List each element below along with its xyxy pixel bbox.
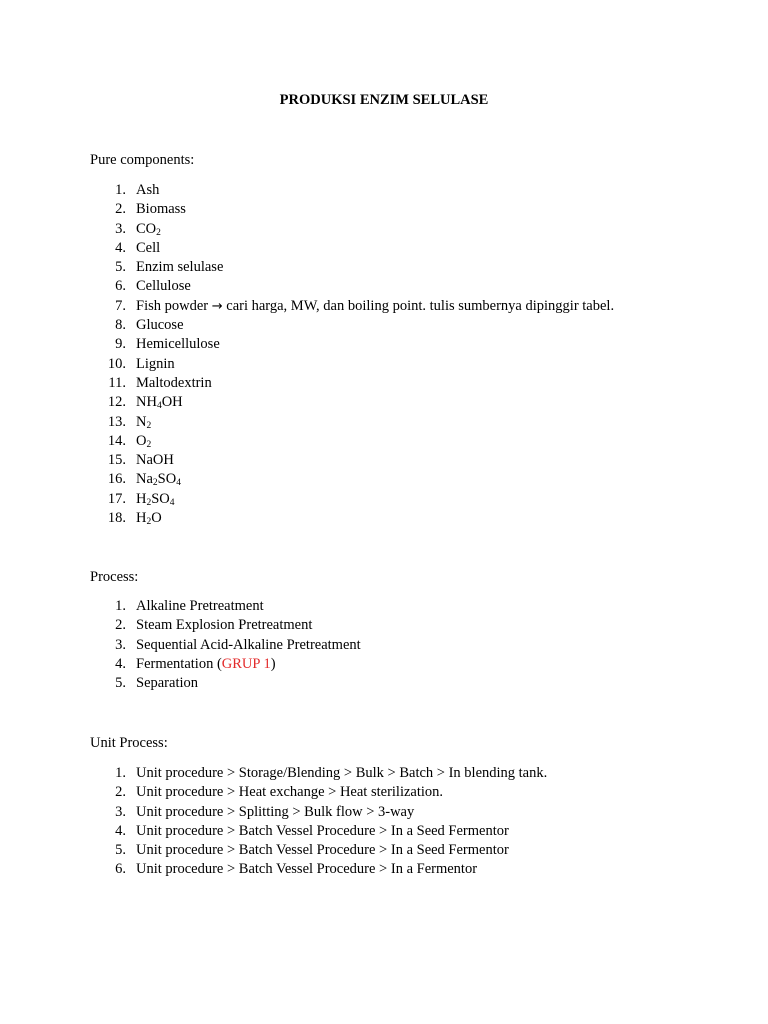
document-title: PRODUKSI ENZIM SELULASE [279, 92, 489, 108]
group-label: GRUP 1 [221, 655, 271, 672]
pure-components-heading: Pure components: [90, 152, 195, 168]
arrow-right-icon: → [211, 298, 223, 314]
document-page: PRODUKSI ENZIM SELULASE Pure components: 1. Ash 2. Biomass 3. $CO_2$ 4. Cell 5. Enzim selulase 6. Cellulose 7. Fish powder → cari harga, MW, dan boiling point. tulis sumbernya dipinggir tabel. 8. Glucose 9. Hemicellulose 10. Lignin 11. Maltodextrin 12. $NH_4OH$ 13. $N_2$ 14. $O_2$ 15. NaOH 16. $Na_2SO_4$ 17. $H_2SO_4$ 18. $H_2O$ Process: 1. Alkaline Pretreatment 2. Steam Explosion Pretreatment 3. Sequential Acid-Alkaline Pretreatment 4. Fermentation (GRUP 1) 5. Separation Unit Process: 1. Unit procedure > Storage/Blending > Bulk > Batch > In blending tank. 2. Unit procedure > Heat exchange > Heat sterilization. 3. Unit procedure > Splitting > Bulk flow > 3-way 4. Unit procedure > Batch Vessel Procedure > In a Seed Fermentor 5. Unit procedure > Batch Vessel Procedure > In a Seed Fermentor 6. Unit procedure > Batch Vessel Procedure > In a Fermentor [0, 0, 768, 1024]
unit-process-heading: Unit Process: [90, 735, 168, 751]
process-heading: Process: [90, 569, 139, 585]
